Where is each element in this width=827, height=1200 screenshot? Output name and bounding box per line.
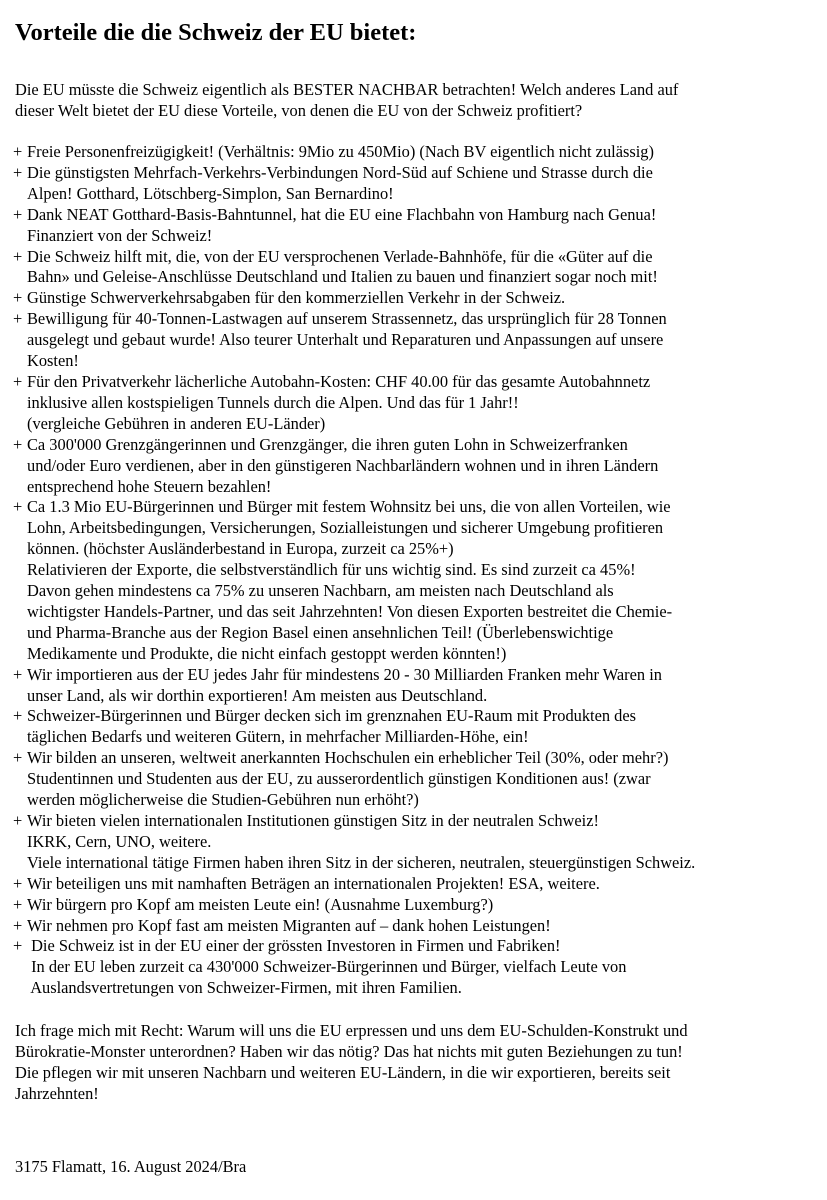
plus-bullet: + xyxy=(13,664,23,684)
advantage-line: Wir bürgern pro Kopf am meisten Leute ein! (Ausnahme Luxemburg?) xyxy=(27,894,494,914)
advantage-line: entsprechend hohe Steuern bezahlen! xyxy=(27,476,272,496)
plus-bullet: + xyxy=(13,162,23,182)
advantage-line: wichtigster Handels-Partner, und das seit Jahrzehnten! Von diesen Exporten bestreitet die Chemie- xyxy=(27,601,673,621)
closing-line: Jahrzehnten! xyxy=(15,1084,99,1104)
intro-line: Die EU müsste die Schweiz eigentlich als BESTER NACHBAR betrachten! Welch anderes Land auf xyxy=(15,80,679,99)
advantage-item xyxy=(15,142,815,163)
advantage-item xyxy=(15,497,815,664)
plus-bullet: + xyxy=(13,873,23,893)
advantage-line: Ca 1.3 Mio EU-Bürgerinnen und Bürger mit festem Wohnsitz bei uns, die von allen Vorteilen, wie xyxy=(27,497,671,517)
advantage-line: Alpen! Gotthard, Lötschberg-Simplon, San Bernardino! xyxy=(27,183,394,203)
advantage-line: Bahn» und Geleise-Anschlüsse Deutschland und Italien zu bauen und finanziert sogar noch mit! xyxy=(27,267,658,287)
advantage-item xyxy=(15,288,815,309)
advantage-item xyxy=(15,748,815,811)
advantage-line: Finanziert von der Schweiz! xyxy=(27,225,213,245)
advantage-line: Wir nehmen pro Kopf fast am meisten Migranten auf – dank hohen Leistungen! xyxy=(27,915,551,935)
advantage-item xyxy=(15,916,815,937)
advantage-line: ausgelegt und gebaut wurde! Also teurer Unterhalt und Reparaturen und Anpassungen auf unsere xyxy=(27,330,664,350)
plus-bullet: + xyxy=(13,497,23,517)
plus-bullet: + xyxy=(13,936,23,956)
advantage-line: Für den Privatverkehr lächerliche Autobahn-Kosten: CHF 40.00 für das gesamte Autobahnnetz xyxy=(27,371,651,391)
advantage-line: können. (höchster Ausländerbestand in Europa, zurzeit ca 25%+) xyxy=(27,539,454,559)
document-title: Vorteile die die Schweiz der EU bietet: xyxy=(15,19,417,46)
plus-bullet: + xyxy=(13,288,23,308)
advantage-line: Wir beteiligen uns mit namhaften Beträgen an internationalen Projekten! ESA, weitere. xyxy=(27,873,600,893)
advantage-item xyxy=(15,372,815,435)
plus-bullet: + xyxy=(13,246,23,266)
advantage-line: Ca 300'000 Grenzgängerinnen und Grenzgänger, die ihren guten Lohn in Schweizerfranken xyxy=(27,434,628,454)
advantage-line: und Pharma-Branche aus der Region Basel einen ansehnlichen Teil! (Überlebenswichtige xyxy=(27,622,614,642)
intro-line: dieser Welt bietet der EU diese Vorteile, von denen die EU von der Schweiz profitiert? xyxy=(15,101,583,120)
advantage-line: Dank NEAT Gotthard-Basis-Bahntunnel, hat die EU eine Flachbahn von Hamburg nach Genua! xyxy=(27,204,657,224)
advantage-line: Kosten! xyxy=(27,351,79,371)
advantage-line: Auslandsvertretungen von Schweizer-Firmen, mit ihren Familien. xyxy=(27,978,462,998)
advantage-line: inklusive allen kostspieligen Tunnels durch die Alpen. Und das für 1 Jahr!! xyxy=(27,392,519,412)
closing-line: Ich frage mich mit Recht: Warum will uns die EU erpressen und uns dem EU-Schulden-Konstrukt und xyxy=(15,1021,688,1041)
advantage-line: Wir bilden an unseren, weltweit anerkannten Hochschulen ein erheblicher Teil (30%, oder mehr?) xyxy=(27,748,669,768)
plus-bullet: + xyxy=(13,204,23,224)
plus-bullet: + xyxy=(13,142,23,161)
advantage-item xyxy=(15,205,815,247)
advantage-item xyxy=(15,163,815,205)
advantage-line: Die günstigsten Mehrfach-Verkehrs-Verbindungen Nord-Süd auf Schiene und Strasse durch die xyxy=(27,162,653,182)
advantage-line: Schweizer-Bürgerinnen und Bürger decken sich im grenznahen EU-Raum mit Produkten des xyxy=(27,706,636,726)
advantage-item xyxy=(15,706,815,748)
advantage-item xyxy=(15,811,815,874)
advantage-line: Die Schweiz ist in der EU einer der grössten Investoren in Firmen und Fabriken! xyxy=(27,936,561,956)
document-footer: 3175 Flamatt, 16. August 2024/Bra xyxy=(15,1157,247,1176)
plus-bullet: + xyxy=(13,811,23,830)
intro-paragraph xyxy=(15,79,815,121)
advantage-line: unser Land, als wir dorthin exportieren! Am meisten aus Deutschland. xyxy=(27,685,488,705)
advantage-line: Wir importieren aus der EU jedes Jahr für mindestens 20 - 30 Milliarden Franken mehr Waren in xyxy=(27,664,662,684)
advantage-item xyxy=(15,247,815,289)
plus-bullet: + xyxy=(13,894,23,914)
advantage-line: Davon gehen mindestens ca 75% zu unseren Nachbarn, am meisten nach Deutschland als xyxy=(27,581,614,601)
advantage-line: Lohn, Arbeitsbedingungen, Versicherungen, Sozialleistungen und sicherer Umgebung profitieren xyxy=(27,518,664,538)
advantage-line: werden möglicherweise die Studien-Gebühren nun erhöht?) xyxy=(27,790,419,810)
advantage-line: Medikamente und Produkte, die nicht einfach gestoppt werden könnten!) xyxy=(27,643,507,663)
advantage-line: (vergleiche Gebühren in anderen EU-Länder) xyxy=(27,413,326,433)
advantage-item xyxy=(15,435,815,498)
document-page xyxy=(15,18,815,1104)
advantage-line: Bewilligung für 40-Tonnen-Lastwagen auf unserem Strassennetz, das ursprünglich für 28 Tonnen xyxy=(27,309,667,329)
plus-bullet: + xyxy=(13,915,23,935)
advantage-line: täglichen Bedarfs und weiteren Gütern, in mehrfacher Milliarden-Höhe, ein! xyxy=(27,727,529,747)
advantage-line: IKRK, Cern, UNO, weitere. xyxy=(27,831,212,851)
advantage-line: Studentinnen und Studenten aus der EU, zu ausserordentlich günstigen Konditionen aus! (zwar xyxy=(27,769,651,789)
advantages-list xyxy=(15,142,815,999)
plus-bullet: + xyxy=(13,434,23,454)
plus-bullet: + xyxy=(13,706,23,726)
advantage-line: und/oder Euro verdienen, aber in den günstigeren Nachbarländern wohnen und in ihren Ländern xyxy=(27,455,659,475)
advantage-item xyxy=(15,665,815,707)
advantage-line: Viele international tätige Firmen haben ihren Sitz in der sicheren, neutralen, steuergünstigen Schweiz. xyxy=(27,852,696,872)
advantage-item xyxy=(15,895,815,916)
plus-bullet: + xyxy=(13,748,23,768)
advantage-line: Günstige Schwerverkehrsabgaben für den kommerziellen Verkehr in der Schweiz. xyxy=(27,288,566,308)
advantage-item xyxy=(15,936,815,999)
advantage-line: Freie Personenfreizügigkeit! (Verhältnis: 9Mio zu 450Mio) (Nach BV eigentlich nicht zulässig) xyxy=(27,142,654,161)
closing-line: Die pflegen wir mit unseren Nachbarn und weiteren EU-Ländern, in die wir exportieren, bereits seit xyxy=(15,1063,671,1083)
plus-bullet: + xyxy=(13,371,23,391)
advantage-line: Wir bieten vielen internationalen Institutionen günstigen Sitz in der neutralen Schweiz! xyxy=(27,811,599,830)
advantage-line: Relativieren der Exporte, die selbstverständlich für uns wichtig sind. Es sind zurzeit ca 45%! xyxy=(27,560,636,580)
advantage-item xyxy=(15,874,815,895)
closing-line: Bürokratie-Monster unterordnen? Haben wir das nötig? Das hat nichts mit guten Beziehungen zu tun! xyxy=(15,1042,683,1062)
advantage-line: In der EU leben zurzeit ca 430'000 Schweizer-Bürgerinnen und Bürger, vielfach Leute von xyxy=(27,957,627,977)
advantage-item xyxy=(15,309,815,372)
plus-bullet: + xyxy=(13,309,23,329)
closing-paragraph xyxy=(15,1020,815,1104)
advantage-line: Die Schweiz hilft mit, die, von der EU versprochenen Verlade-Bahnhöfe, für die «Güter auf die xyxy=(27,246,653,266)
